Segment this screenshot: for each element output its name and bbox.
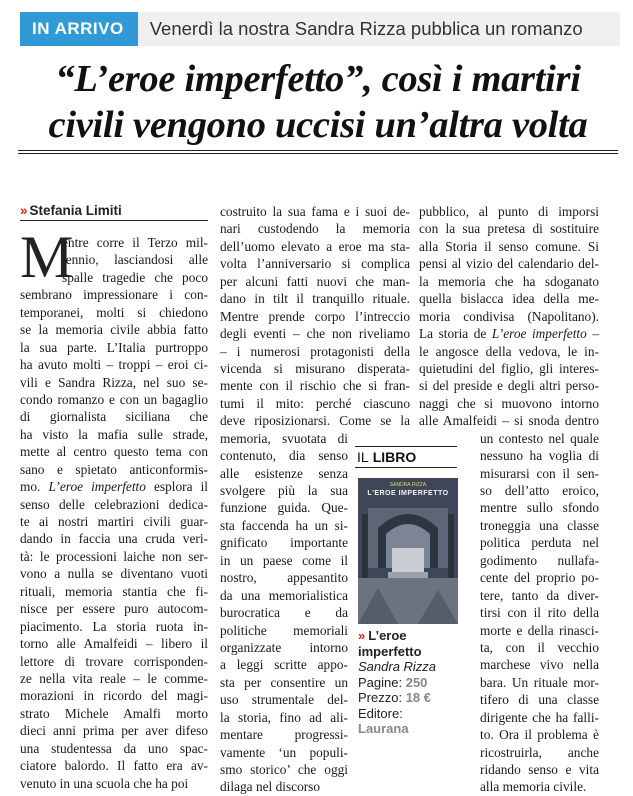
article-line: nessuno ha voglia di xyxy=(480,448,599,464)
book-publisher-label: Editore: xyxy=(358,705,403,721)
article-line: vono a nulla se diventano vuoti xyxy=(20,566,208,582)
article-line: morazioni in ricordo del magi- xyxy=(20,688,208,704)
article-line: la storia, fino ad ali- xyxy=(220,709,348,725)
article-line: morte e della rinasci- xyxy=(480,622,599,638)
article-line: tà: le processioni laiche non ser- xyxy=(20,548,208,564)
cover-title: L'EROE IMPERFETTO xyxy=(367,490,449,497)
article-line: naggi che si muovono intorno xyxy=(419,395,599,411)
article-line: Mentre prende corpo l’intreccio xyxy=(220,308,410,324)
article-line: alla memoria civile. xyxy=(480,779,587,795)
article-line: si del preside e degli altri perso- xyxy=(419,378,599,394)
book-title-line-1 xyxy=(358,628,458,644)
article-line: per alcuni fatti nuovi che man- xyxy=(220,273,410,289)
article-line: tumi il mito: perché ciascuno xyxy=(220,395,410,411)
article-line: marchese vivo nella xyxy=(480,657,599,673)
article-line: degli eventi – che non riveliamo xyxy=(220,326,410,342)
column-1-body xyxy=(20,224,208,792)
article-line: tirsi con il rito della xyxy=(480,605,599,621)
article-line: vili e Sandra Rizza, nel suo se- xyxy=(20,374,208,390)
article-line: alle esistenze senza xyxy=(220,465,348,481)
book-price-value: 18 € xyxy=(405,690,432,705)
article-line: quella bislacca idea della me- xyxy=(419,291,599,307)
article-line: dirigente che ha falli- xyxy=(480,709,599,725)
article-line: – i numerosi protagonisti della xyxy=(220,343,410,359)
book-price-label: Prezzo: xyxy=(358,690,403,705)
article-line: burocratica e da xyxy=(220,605,348,621)
book-title-line-2: imperfetto xyxy=(358,643,422,659)
book-cover-art xyxy=(358,478,458,624)
article-line: la sua parte. L’Italia purtroppo xyxy=(20,339,208,355)
kicker-text: Venerdì la nostra Sandra Rizza pubblica un romanzo xyxy=(138,12,620,46)
article-line: ha avuto molti – troppi – eroi ci- xyxy=(20,357,208,373)
article-line: da una memorialistica xyxy=(220,587,348,603)
article-line: condo romanzo e con un bagaglio xyxy=(20,391,208,407)
article-line: alla Storia il senso comune. Si xyxy=(419,238,599,254)
article-line: nari custodendo la memoria xyxy=(220,221,410,237)
article-line: pensi al vizio del calendario del- xyxy=(419,256,599,272)
cover-author: SANDRA RIZZA xyxy=(389,482,427,488)
book-title-text: L’eroe xyxy=(368,628,407,643)
book-info xyxy=(358,628,458,737)
article-line: dieci anni prima per aver difeso xyxy=(20,723,208,739)
article-line: se la memoria civile abbia fatto xyxy=(20,322,208,338)
article-line: sta per consentire un xyxy=(220,674,348,690)
byline-author: Stefania Limiti xyxy=(29,203,122,218)
article-line: in un paese come il xyxy=(220,552,348,568)
article-line: troneggia una classe xyxy=(480,517,599,533)
book-box-label-libro: LIBRO xyxy=(372,449,417,465)
article-line: smo storico’ che oggi xyxy=(220,762,348,777)
article-line: pubblico, al punto di imporsi xyxy=(419,204,599,219)
article-line: dano in tilt il tranquillo rituale. xyxy=(220,291,410,307)
article-line: funzione guida. Que- xyxy=(220,500,348,516)
article-line: uso strumentale del- xyxy=(220,692,348,708)
article-line: to. Ora il problema è xyxy=(480,727,599,743)
article-line: moria condivisa (Napolitano). xyxy=(419,308,599,324)
article-line: sta faccenda ha un si- xyxy=(220,517,348,533)
article-line: piacimento. La storia ruota in- xyxy=(20,618,208,634)
book-publisher-value: Laurana xyxy=(358,721,409,736)
article-line: sano e spietato anticonformis- xyxy=(20,461,208,477)
article-line: costruito la sua fama e i suoi de- xyxy=(220,204,410,219)
article-line: ciatore balordo. Il fatto era av- xyxy=(20,758,208,774)
article-line: lennio, lasciandosi alle xyxy=(62,252,208,268)
article-line: dando in faccia una cruda veri- xyxy=(20,531,208,547)
byline-marker: » xyxy=(20,203,28,218)
article-line: sembrano impressionare i con- xyxy=(20,287,208,303)
article-line: nostro, appesantito xyxy=(220,570,348,586)
article-line: ricostruirla, anche xyxy=(480,744,599,760)
book-price xyxy=(358,690,458,706)
article-line: svolgere più la sua xyxy=(220,483,348,498)
article-line: mente con il rischio che si fran- xyxy=(220,378,410,394)
article-line: senso delle celebrazioni dedica- xyxy=(20,496,208,512)
headline xyxy=(18,56,618,148)
byline xyxy=(20,203,208,221)
article-line: temporanei, molti si chiedono xyxy=(20,304,208,320)
article-line: mette al centro questo tema con xyxy=(20,444,208,460)
article-line: mo. L’eroe imperfetto esplora il xyxy=(20,479,208,495)
article-line: gnificato importante xyxy=(220,535,348,551)
article-line: una studentessa da uno spac- xyxy=(20,740,208,756)
article-line: te ai nostri martiri civili guar- xyxy=(20,514,208,529)
article-line: politica perduta nel xyxy=(480,535,599,551)
book-title-marker: » xyxy=(358,628,366,643)
article-line: memoria, svuotata di xyxy=(220,430,348,446)
article-line: di giornalista siciliana che xyxy=(20,409,208,425)
article-line: quietudini del figlio, gli interes- xyxy=(419,360,599,376)
article-line: la memoria che ha sdoganato xyxy=(419,273,599,289)
book-pages xyxy=(358,675,458,691)
book-pages-label: Pagine: xyxy=(358,674,403,690)
article-line: so dell’atto eroico, xyxy=(480,483,599,498)
article-line: deve riposizionarsi. Come se la xyxy=(220,413,410,429)
article-line: ta, con il vecchio xyxy=(480,639,599,655)
article-line: contenuto, dia senso xyxy=(220,448,348,464)
kicker-tag: IN ARRIVO xyxy=(20,12,138,46)
book-box xyxy=(355,446,457,738)
article-line: volta l’anniversario si complica xyxy=(220,256,410,272)
article-line: godimento nullafa- xyxy=(480,552,599,568)
article-line: strato Michele Amalfi morto xyxy=(20,705,208,721)
article-line: alle Amalfeidi – si snoda dentro xyxy=(419,413,599,429)
article-line: organizzate intorno xyxy=(220,639,348,655)
article-line: a leggi scritte appo- xyxy=(220,657,348,673)
article-line: un contesto nel quale xyxy=(480,430,599,446)
headline-line-1: “L’eroe imperfetto”, così i martiri xyxy=(55,58,581,100)
book-box-label-il: IL xyxy=(357,449,369,465)
article-line: mentre sullo sfondo xyxy=(480,500,599,516)
article-line: cente del proprio po- xyxy=(480,570,599,586)
article-line: tifero di una classe xyxy=(480,692,599,708)
article-line: entre corre il Terzo mil- xyxy=(62,235,208,250)
article-line: venuto in una scuola che ha poi xyxy=(20,775,189,791)
section-kicker xyxy=(20,12,620,46)
article-line: ze nella vita reale – le comme- xyxy=(20,670,208,686)
article-line: mentare progressi- xyxy=(220,727,348,743)
article-line: vicenda si misurano disperata- xyxy=(220,360,410,376)
headline-rule-top xyxy=(18,150,618,151)
article-line: tere, tanto da diver- xyxy=(480,587,599,603)
article-line: ridando senso e vita xyxy=(480,762,599,777)
article-line: La storia de L’eroe imperfetto – xyxy=(419,326,599,342)
article-line: dell’uomo elevato a eroe ma sta- xyxy=(220,238,410,254)
book-pages-value: 250 xyxy=(405,674,428,690)
article-line: vamente ‘un populi- xyxy=(220,744,348,760)
article-line: bara. Un rituale mor- xyxy=(480,674,599,690)
headline-line-2: civili vengono uccisi un’altra volta xyxy=(48,104,588,146)
article-line: ha visto la mafia sulle strade, xyxy=(20,426,208,442)
article-line: spalle tragedie che poco xyxy=(62,269,208,285)
article-line: nisce per essere puro autocom- xyxy=(20,601,208,617)
article-line: le angosce della vedova, le in- xyxy=(419,343,599,359)
article-line: politiche memoriali xyxy=(220,622,348,638)
article-line: dilaga nel discorso xyxy=(220,779,321,795)
article-line: con la sua pretesa di sostituire xyxy=(419,221,599,237)
book-cover-image xyxy=(358,478,458,624)
book-box-header xyxy=(355,446,457,468)
dropcap: M xyxy=(20,224,74,290)
article-line: misurarsi con il sen- xyxy=(480,465,599,481)
book-author: Sandra Rizza xyxy=(358,659,437,674)
article-line: torno alle Amalfeidi – libero il xyxy=(20,636,208,652)
article-line: rituali, memoria stantia che fi- xyxy=(20,583,208,599)
headline-rule-bottom xyxy=(18,153,618,154)
article-line: lettore di trovare corrisponden- xyxy=(20,653,208,669)
